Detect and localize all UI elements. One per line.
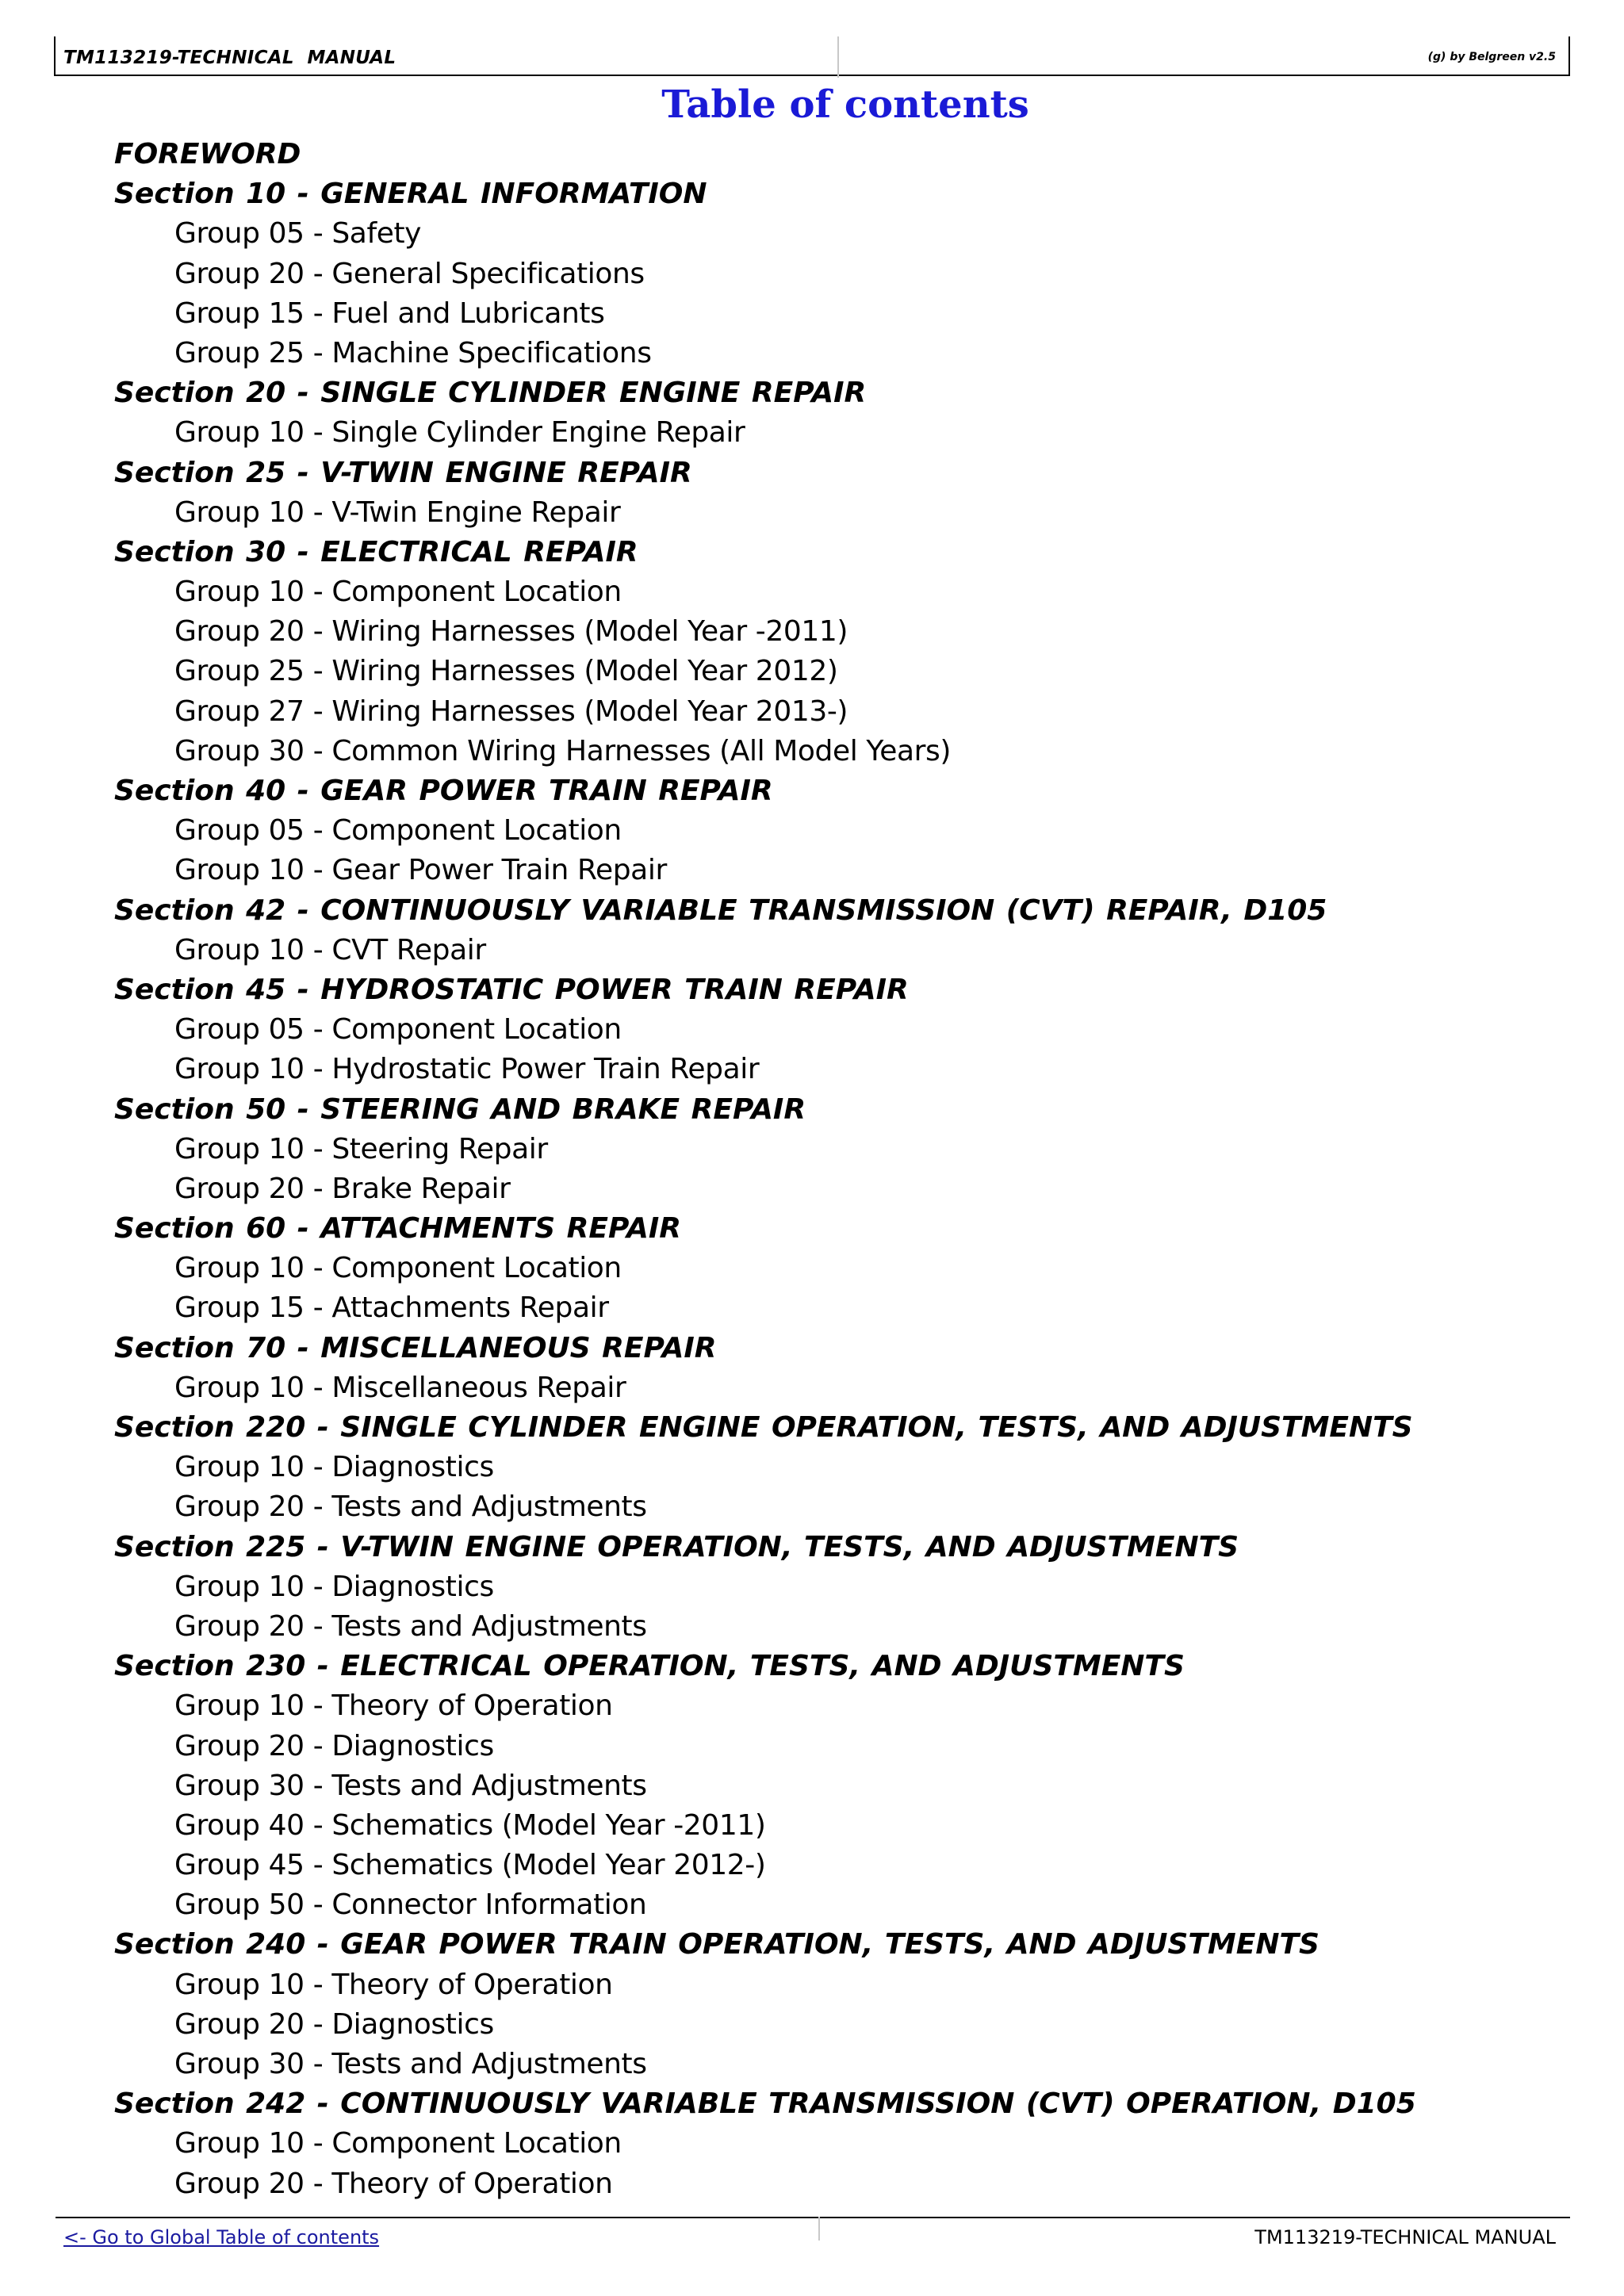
toc-group-link[interactable]: Group 10 - Component Location	[174, 576, 622, 609]
toc-group-link[interactable]: Group 30 - Tests and Adjustments	[174, 1769, 647, 1802]
toc-group-link[interactable]: Group 10 - Diagnostics	[174, 1570, 494, 1603]
toc-group-link[interactable]: Group 40 - Schematics (Model Year -2011)	[174, 1808, 766, 1842]
toc-group-link[interactable]: Group 50 - Connector Information	[174, 1888, 647, 1922]
toc-group-link[interactable]: Group 15 - Attachments Repair	[174, 1292, 609, 1325]
toc-group-link[interactable]: Group 20 - General Specifications	[174, 257, 645, 290]
toc-group-link[interactable]: Group 10 - Component Location	[174, 1252, 622, 1285]
toc-group-link[interactable]: Group 10 - Diagnostics	[174, 1451, 494, 1484]
toc-group-link[interactable]: Group 20 - Tests and Adjustments	[174, 1490, 647, 1524]
toc-section-link[interactable]: Section 230 - ELECTRICAL OPERATION, TESTS, AND ADJUSTMENTS	[114, 1650, 1185, 1683]
toc-group-link[interactable]: Group 05 - Component Location	[174, 1013, 622, 1047]
global-toc-link[interactable]: <- Go to Global Table of contents	[63, 2226, 380, 2248]
toc-section-link[interactable]: Section 240 - GEAR POWER TRAIN OPERATION, TESTS, AND ADJUSTMENTS	[114, 1928, 1320, 1961]
header-credit: (g) by Belgreen v2.5	[1427, 51, 1556, 63]
toc-section-link[interactable]: Section 45 - HYDROSTATIC POWER TRAIN REPAIR	[114, 973, 909, 1006]
footer-manual-id: TM113219-TECHNICAL MANUAL	[1254, 2226, 1556, 2248]
toc-group-link[interactable]: Group 10 - Gear Power Train Repair	[174, 854, 667, 887]
toc-group-link[interactable]: Group 10 - Hydrostatic Power Train Repair	[174, 1053, 760, 1086]
toc-foreword-link[interactable]: FOREWORD	[114, 138, 301, 170]
toc-section-link[interactable]: Section 30 - ELECTRICAL REPAIR	[114, 535, 638, 568]
toc-group-link[interactable]: Group 30 - Tests and Adjustments	[174, 2048, 647, 2080]
toc-section-link[interactable]: Section 10 - GENERAL INFORMATION	[114, 178, 707, 211]
toc-group-link[interactable]: Group 20 - Diagnostics	[174, 2007, 494, 2041]
footer-divider	[818, 2217, 820, 2241]
toc-group-link[interactable]: Group 20 - Theory of Operation	[174, 2167, 613, 2200]
toc-group-link[interactable]: Group 15 - Fuel and Lubricants	[174, 297, 605, 330]
toc-section-link[interactable]: Section 42 - CONTINUOUSLY VARIABLE TRANSMISSION (CVT) REPAIR, D105	[114, 894, 1327, 927]
toc-group-link[interactable]: Group 10 - Miscellaneous Repair	[174, 1371, 626, 1404]
toc-section-link[interactable]: Section 20 - SINGLE CYLINDER ENGINE REPAIR	[114, 377, 867, 410]
toc-group-link[interactable]: Group 10 - CVT Repair	[174, 933, 486, 966]
header-manual-id: TM113219-TECHNICAL MANUAL	[63, 48, 396, 68]
toc-section-link[interactable]: Section 50 - STEERING AND BRAKE REPAIR	[114, 1093, 806, 1126]
toc-section-link[interactable]: Section 25 - V-TWIN ENGINE REPAIR	[114, 456, 692, 489]
toc-group-link[interactable]: Group 25 - Wiring Harnesses (Model Year 2012)	[174, 655, 838, 688]
toc-group-link[interactable]: Group 25 - Machine Specifications	[174, 336, 652, 369]
toc-section-link[interactable]: Section 225 - V-TWIN ENGINE OPERATION, TESTS, AND ADJUSTMENTS	[114, 1530, 1239, 1563]
page-title: Table of contents	[661, 82, 1029, 127]
toc-section-link[interactable]: Section 242 - CONTINUOUSLY VARIABLE TRANSMISSION (CVT) OPERATION, D105	[114, 2087, 1416, 2121]
toc-group-link[interactable]: Group 10 - Theory of Operation	[174, 1968, 613, 2001]
toc-group-link[interactable]: Group 45 - Schematics (Model Year 2012-)	[174, 1849, 766, 1882]
toc-group-link[interactable]: Group 20 - Wiring Harnesses (Model Year -2011)	[174, 615, 848, 649]
toc-group-link[interactable]: Group 05 - Component Location	[174, 814, 622, 848]
table-of-contents	[0, 135, 1624, 2204]
toc-group-link[interactable]: Group 30 - Common Wiring Harnesses (All Model Years)	[174, 734, 952, 767]
toc-group-link[interactable]: Group 20 - Diagnostics	[174, 1729, 494, 1762]
toc-section-link[interactable]: Section 60 - ATTACHMENTS REPAIR	[114, 1212, 682, 1246]
toc-section-link[interactable]: Section 220 - SINGLE CYLINDER ENGINE OPERATION, TESTS, AND ADJUSTMENTS	[114, 1411, 1413, 1444]
toc-group-link[interactable]: Group 27 - Wiring Harnesses (Model Year 2013-)	[174, 695, 848, 728]
header-divider	[837, 36, 839, 78]
toc-group-link[interactable]: Group 20 - Brake Repair	[174, 1172, 511, 1205]
toc-group-link[interactable]: Group 10 - Single Cylinder Engine Repair	[174, 416, 745, 450]
footer-rule	[56, 2217, 1570, 2218]
toc-group-link[interactable]: Group 05 - Safety	[174, 217, 422, 251]
toc-group-link[interactable]: Group 10 - Steering Repair	[174, 1132, 548, 1165]
toc-group-link[interactable]: Group 10 - Component Location	[174, 2127, 622, 2160]
toc-group-link[interactable]: Group 20 - Tests and Adjustments	[174, 1609, 647, 1643]
toc-section-link[interactable]: Section 40 - GEAR POWER TRAIN REPAIR	[114, 775, 773, 807]
toc-group-link[interactable]: Group 10 - V-Twin Engine Repair	[174, 496, 621, 529]
toc-group-link[interactable]: Group 10 - Theory of Operation	[174, 1689, 613, 1723]
toc-section-link[interactable]: Section 70 - MISCELLANEOUS REPAIR	[114, 1331, 717, 1364]
